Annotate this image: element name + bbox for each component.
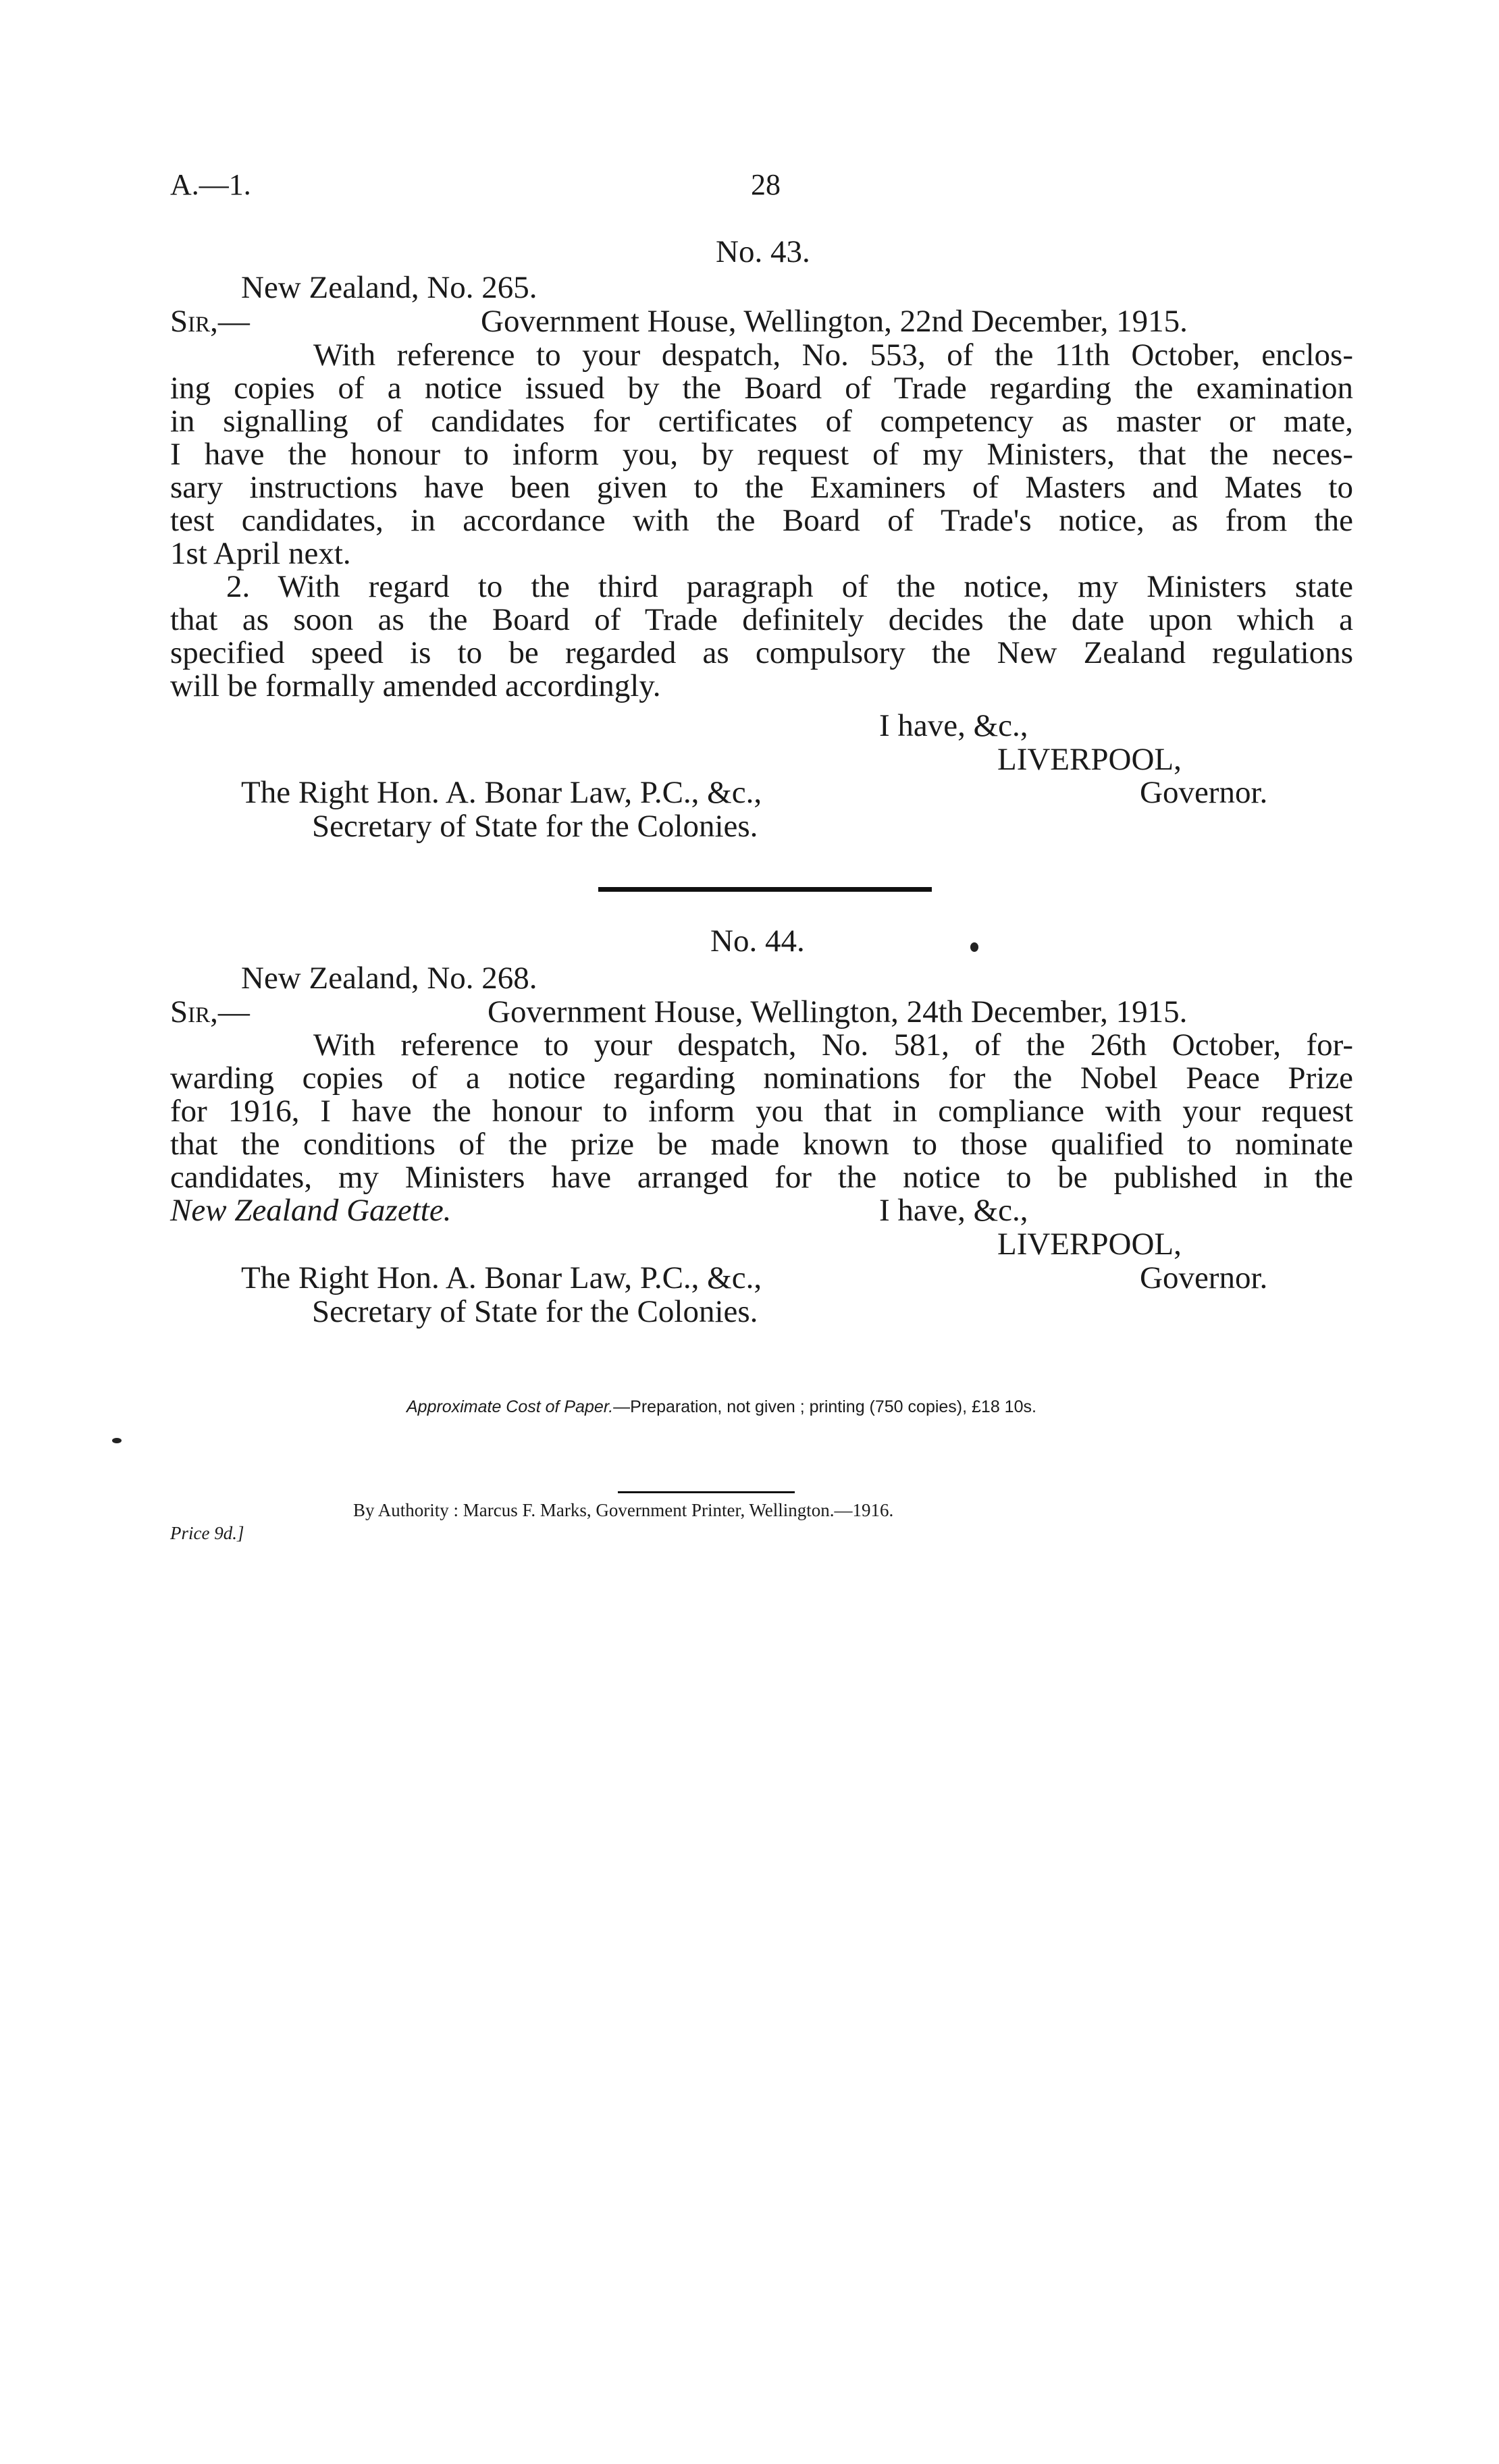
gazette-title: New Zealand Gazette. xyxy=(170,1193,452,1228)
body-line: that as soon as the Board of Trade definitely decides the date upon which a xyxy=(170,602,1353,637)
salutation: Sir,— xyxy=(170,994,250,1029)
body-line: in signalling of candidates for certificates of competency as master or mate, xyxy=(170,404,1353,439)
body-line: candidates, my Ministers have arranged for the notice to be published in the xyxy=(170,1160,1353,1195)
body-line: for 1916, I have the honour to inform you that in compliance with your request xyxy=(170,1094,1353,1129)
authority-rule xyxy=(618,1491,795,1493)
addressee-title: Secretary of State for the Colonies. xyxy=(312,809,758,844)
addressee: The Right Hon. A. Bonar Law, P.C., &c., xyxy=(241,775,762,810)
signer-title: Governor. xyxy=(1140,775,1268,810)
page-number: 28 xyxy=(751,168,781,201)
price: Price 9d.] xyxy=(170,1523,244,1543)
authority-line: By Authority : Marcus F. Marks, Government Printer, Wellington.—1916. xyxy=(353,1500,894,1520)
section-divider xyxy=(598,887,932,892)
document-reference: A.—1. xyxy=(170,168,251,201)
ink-mark xyxy=(112,1438,122,1443)
body-line: ing copies of a notice issued by the Board of Trade regarding the examination xyxy=(170,371,1353,406)
body-line: that the conditions of the prize be made known to those qualified to nominate xyxy=(170,1127,1353,1162)
signature: LIVERPOOL, xyxy=(997,742,1182,777)
body-line: I have the honour to inform you, by request of my Ministers, that the neces- xyxy=(170,437,1353,472)
body-line: test candidates, in accordance with the Board of Trade's notice, as from the xyxy=(170,503,1353,538)
sender-address: Government House, Wellington, 24th December, 1915. xyxy=(488,994,1188,1029)
body-line: With reference to your despatch, No. 581, of the 26th October, for- xyxy=(313,1027,1353,1063)
sender-address: Government House, Wellington, 22nd December, 1915. xyxy=(481,304,1188,339)
dispatch-reference: New Zealand, No. 268. xyxy=(241,961,537,996)
addressee-title: Secretary of State for the Colonies. xyxy=(312,1294,758,1329)
salutation: Sir,— xyxy=(170,304,250,339)
body-line: With reference to your despatch, No. 553, of the 11th October, enclos- xyxy=(313,338,1353,373)
closing: I have, &c., xyxy=(879,1193,1028,1228)
letter-number: No. 43. xyxy=(716,234,810,269)
dispatch-reference: New Zealand, No. 265. xyxy=(241,270,537,305)
cost-label: Approximate Cost of Paper. xyxy=(406,1397,614,1416)
signature: LIVERPOOL, xyxy=(997,1227,1182,1262)
body-line: specified speed is to be regarded as compulsory the New Zealand regulations xyxy=(170,635,1353,670)
body-line: sary instructions have been given to the Examiners of Masters and Mates to xyxy=(170,470,1353,505)
letter-number: No. 44. xyxy=(710,923,805,959)
cost-text: —Preparation, not given ; printing (750 copies), £18 10s. xyxy=(613,1397,1036,1416)
body-line: 2. With regard to the third paragraph of the notice, my Ministers state xyxy=(226,569,1353,604)
signer-title: Governor. xyxy=(1140,1260,1268,1295)
body-line: 1st April next. xyxy=(170,536,351,571)
addressee: The Right Hon. A. Bonar Law, P.C., &c., xyxy=(241,1260,762,1295)
ink-dot xyxy=(970,942,978,952)
body-line: will be formally amended accordingly. xyxy=(170,668,661,703)
body-line: warding copies of a notice regarding nominations for the Nobel Peace Prize xyxy=(170,1061,1353,1096)
cost-of-paper xyxy=(406,1397,1036,1417)
closing: I have, &c., xyxy=(879,708,1028,743)
